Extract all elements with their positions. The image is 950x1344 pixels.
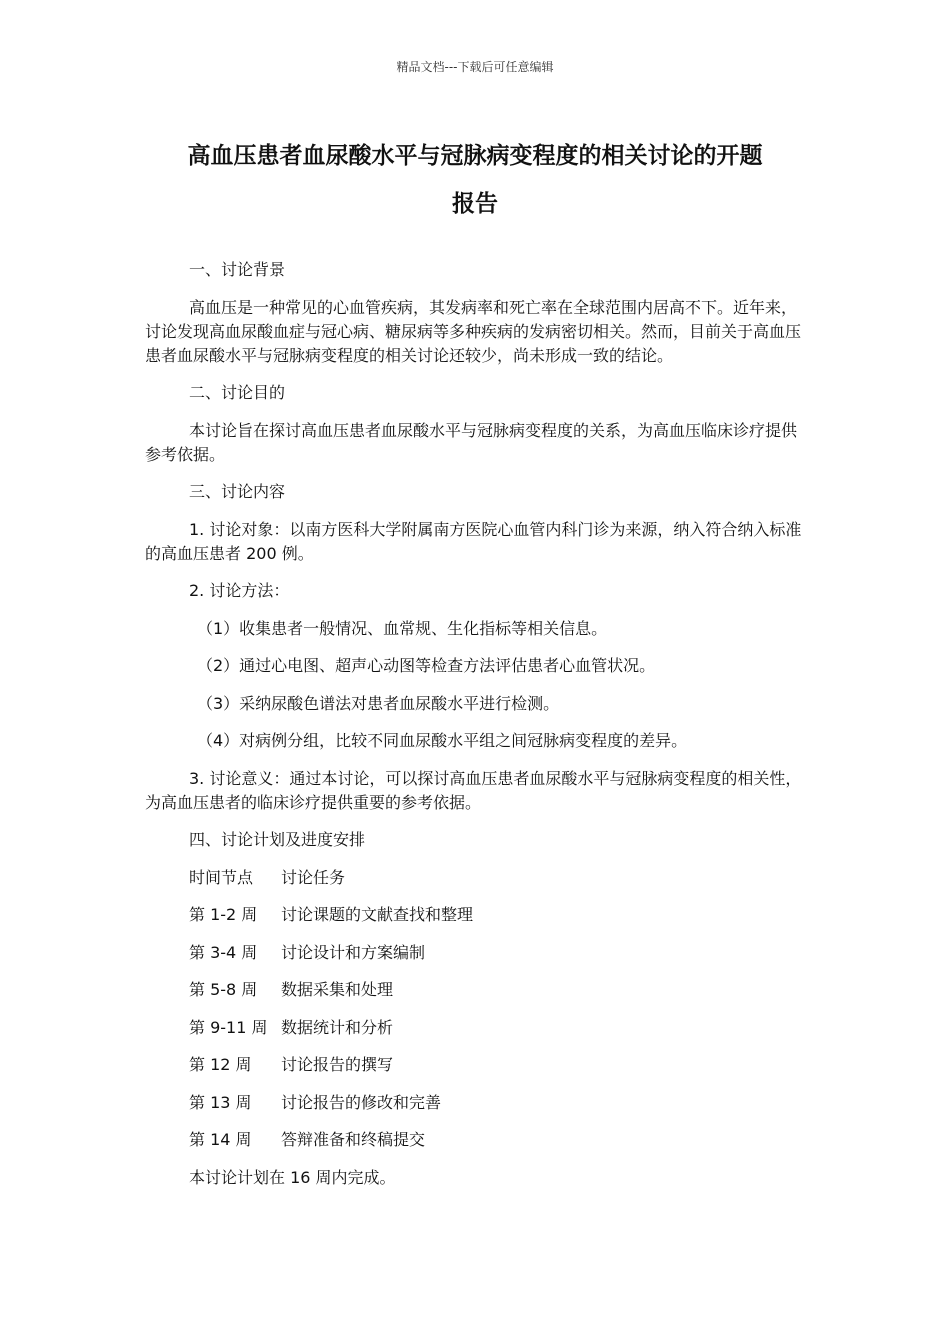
schedule-time: 第 9-11 周 [189, 1017, 268, 1037]
schedule-task: 答辩准备和终稿提交 [281, 1130, 426, 1149]
schedule-row [145, 1128, 805, 1152]
section-heading-purpose: 二、讨论目的 [189, 383, 286, 402]
header-note: 精品文档---下载后可任意编辑 [396, 60, 554, 74]
purpose-paragraph: 本讨论旨在探讨高血压患者血尿酸水平与冠脉病变程度的关系，为高血压临床诊疗提供参考依据。 [145, 420, 798, 464]
background-paragraph: 高血压是一种常见的心血管疾病，其发病率和死亡率在全球范围内居高不下。近年来，讨论发现高血尿酸血症与冠心病、糖尿病等多种疾病的发病密切相关。然而，目前关于高血压患者血尿酸水平与冠脉病变程度的相关讨论还较少，尚未形成一致的结论。 [145, 297, 802, 365]
method-item: （4）对病例分组，比较不同血尿酸水平组之间冠脉病变程度的差异。 [197, 731, 688, 750]
schedule-time: 第 12 周 [189, 1055, 252, 1074]
schedule-time: 第 13 周 [189, 1092, 252, 1112]
schedule-task: 讨论设计和方案编制 [281, 942, 426, 962]
method-item: （3）采纳尿酸色谱法对患者血尿酸水平进行检测。 [197, 693, 560, 713]
section-heading-schedule: 四、讨论计划及进度安排 [189, 830, 366, 849]
section-heading-background: 一、讨论背景 [189, 260, 286, 279]
schedule-header-row [145, 866, 805, 890]
content-item-methods: 2. 讨论方法： [189, 581, 290, 600]
schedule-row [145, 1053, 805, 1077]
title-line-2: 报告 [452, 191, 498, 217]
schedule-row [145, 1091, 805, 1115]
schedule-task: 讨论报告的撰写 [281, 1055, 394, 1074]
content-item-subjects: 1. 讨论对象：以南方医科大学附属南方医院心血管内科门诊为来源，纳入符合纳入标准的高血压患者 200 例。 [145, 519, 802, 563]
schedule-task: 讨论课题的文献查找和整理 [281, 905, 474, 924]
method-item: （1）收集患者一般情况、血常规、生化指标等相关信息。 [197, 618, 608, 638]
schedule-header-time: 时间节点 [189, 867, 254, 887]
content-item-significance: 3. 讨论意义：通过本讨论，可以探讨高血压患者血尿酸水平与冠脉病变程度的相关性，为高血压患者的临床诊疗提供重要的参考依据。 [145, 768, 802, 812]
schedule-time: 第 3-4 周 [189, 942, 258, 962]
schedule-task: 数据采集和处理 [281, 980, 394, 999]
schedule-time: 第 14 周 [189, 1130, 252, 1149]
document-body [145, 258, 805, 1203]
method-item: （2）通过心电图、超声心动图等检查方法评估患者心血管状况。 [197, 656, 656, 675]
schedule-task: 讨论报告的修改和完善 [281, 1092, 442, 1112]
schedule-time: 第 5-8 周 [189, 980, 258, 999]
schedule-header-task: 讨论任务 [281, 867, 346, 887]
section-heading-content: 三、讨论内容 [189, 482, 286, 501]
schedule-conclusion: 本讨论计划在 16 周内完成。 [189, 1167, 396, 1187]
title-line-1: 高血压患者血尿酸水平与冠脉病变程度的相关讨论的开题 [187, 143, 763, 169]
schedule-time: 第 1-2 周 [189, 905, 258, 924]
schedule-row [145, 1016, 805, 1040]
document-title [145, 132, 805, 228]
schedule-row [145, 903, 805, 927]
schedule-task: 数据统计和分析 [281, 1017, 394, 1037]
schedule-row [145, 978, 805, 1002]
schedule-row [145, 941, 805, 965]
